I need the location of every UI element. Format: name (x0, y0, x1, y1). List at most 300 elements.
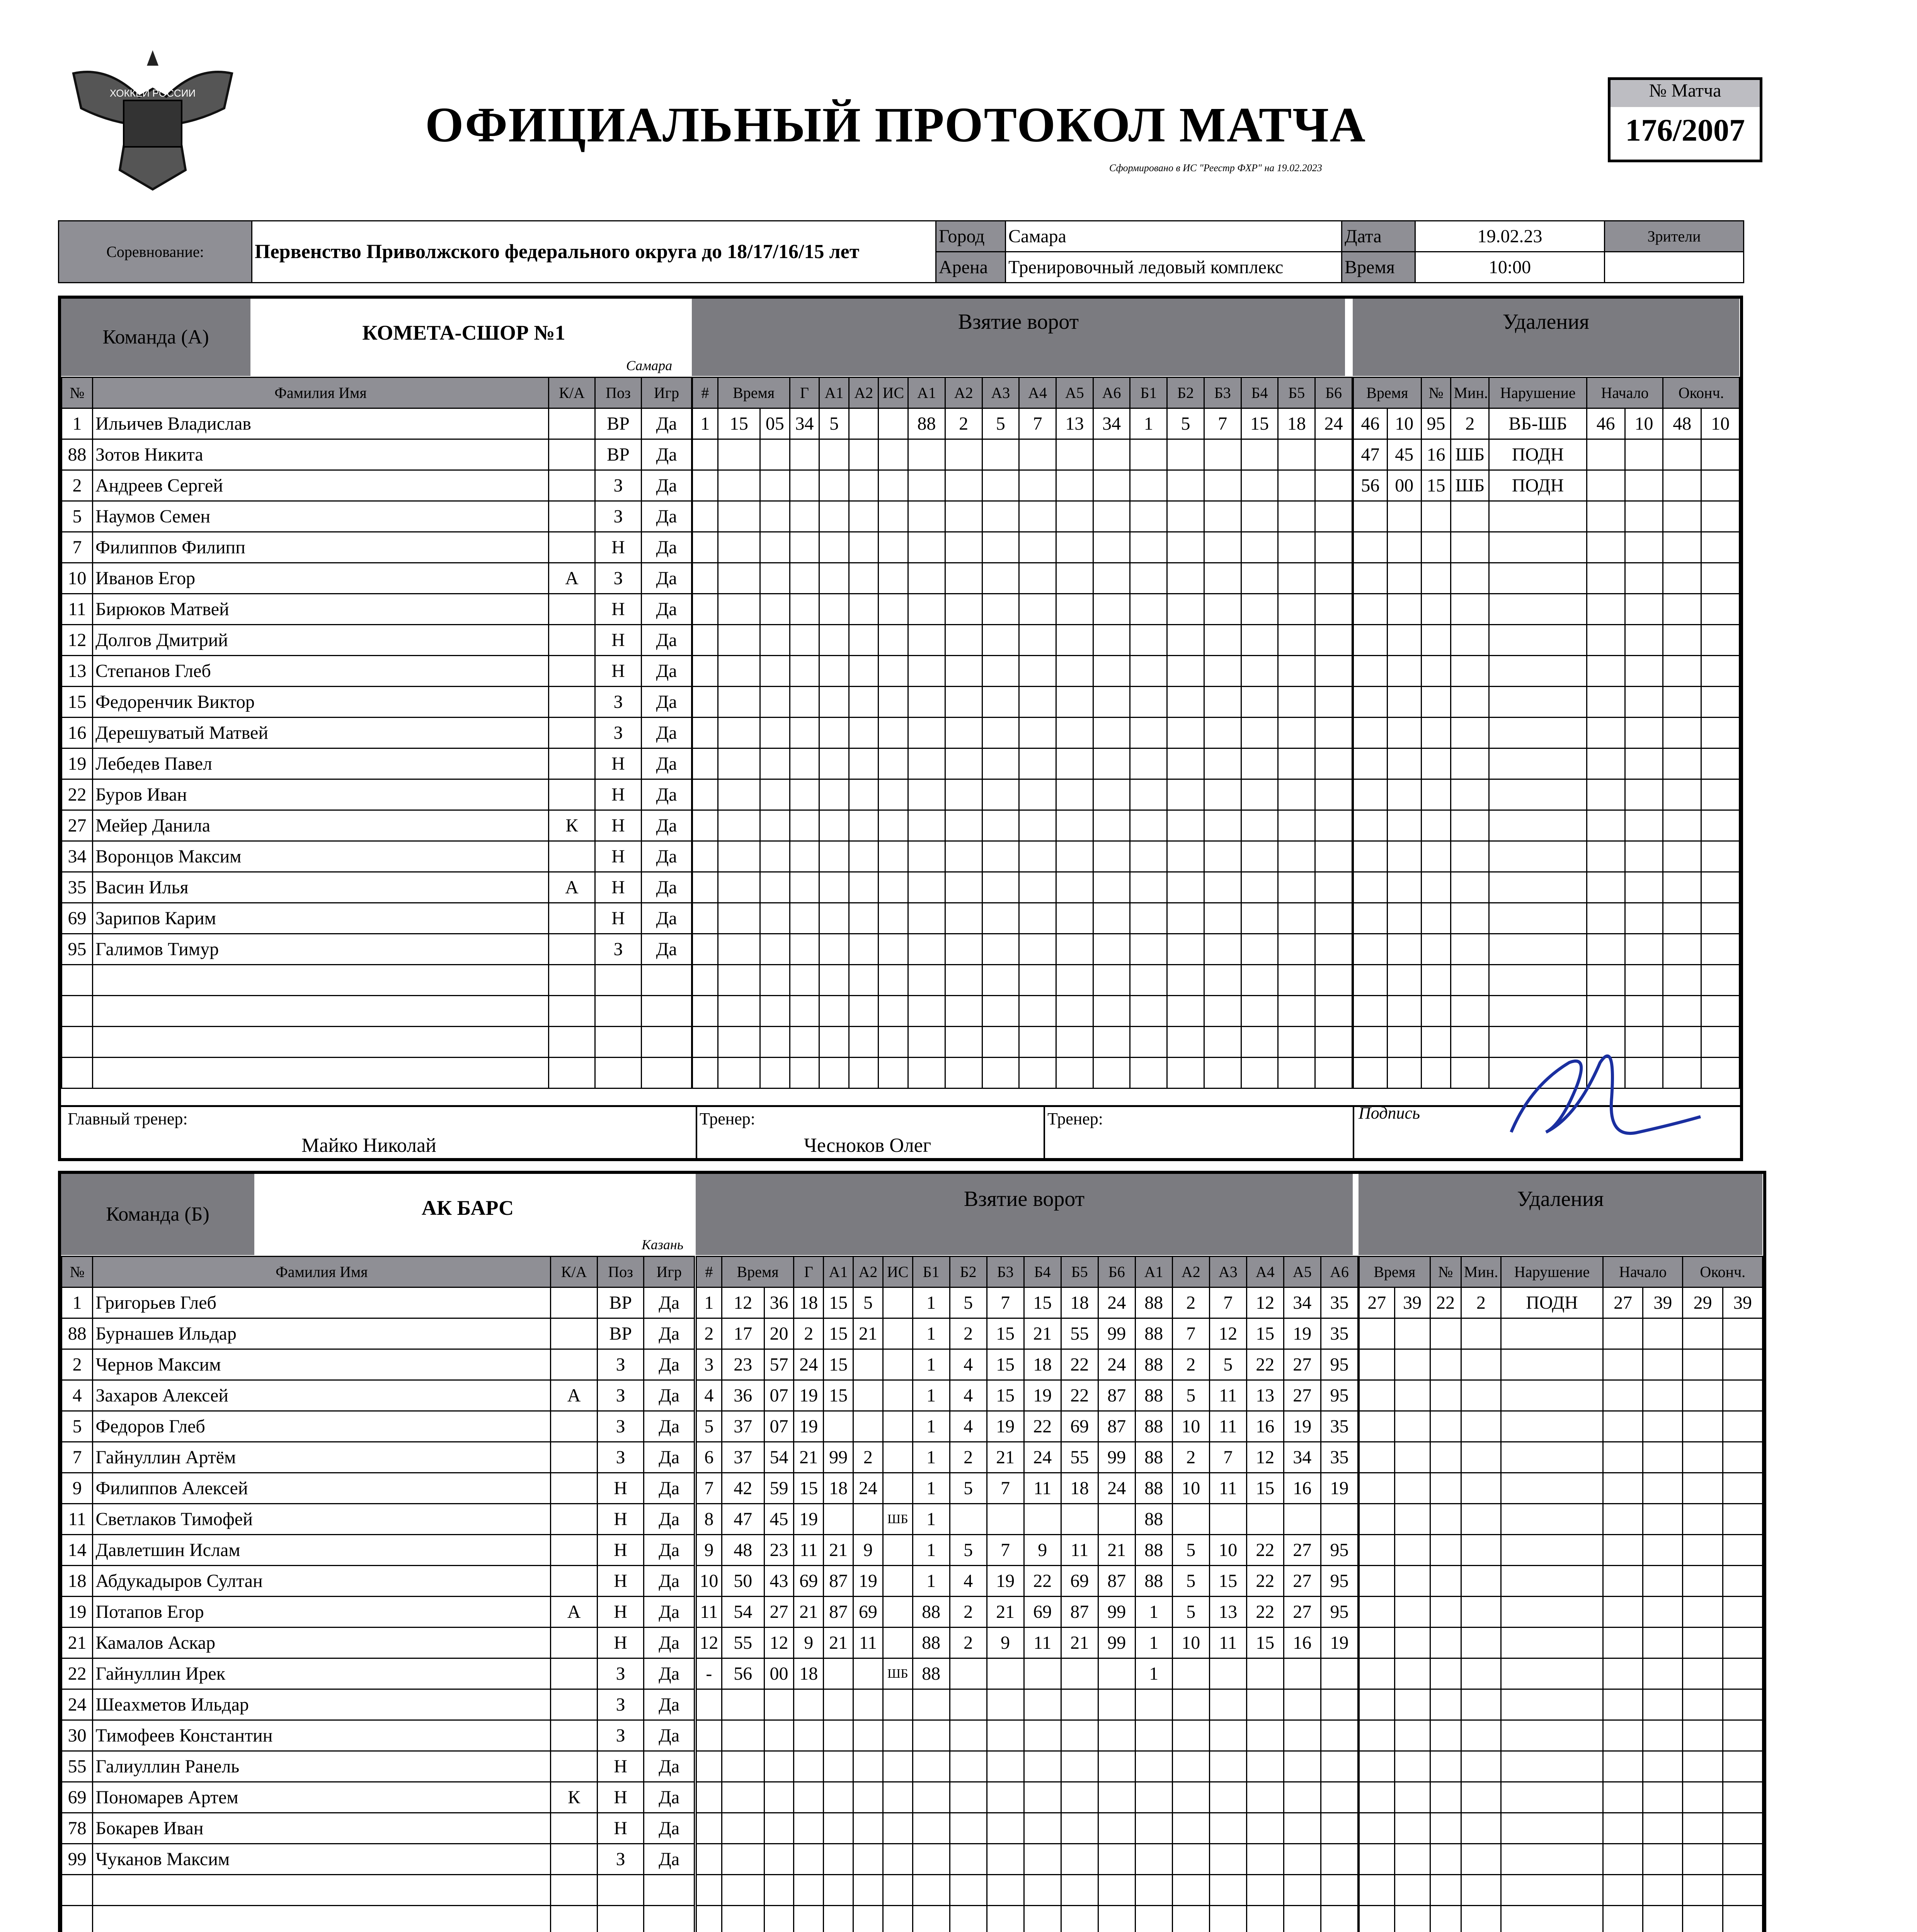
roster-row (62, 532, 692, 563)
goal-time-min (718, 965, 760, 996)
goal-row (693, 687, 1352, 718)
roster-row (62, 1875, 695, 1906)
pen-violation (1501, 1720, 1603, 1751)
player-position: ВР (597, 1318, 644, 1349)
goal-scorer: 21 (794, 1442, 824, 1473)
goal-time-min (722, 1813, 764, 1844)
goal-on-ice: 7 (987, 1473, 1024, 1504)
penalty-row (1359, 1411, 1763, 1442)
player-position: З (595, 563, 642, 594)
goal-on-ice: 1 (913, 1349, 950, 1380)
goal-opp-on-ice (1315, 439, 1352, 470)
goal-on-ice (945, 687, 982, 718)
player-name: Степанов Глеб (93, 656, 549, 687)
goal-assist-2 (849, 532, 878, 563)
goal-on-ice (1098, 1875, 1135, 1906)
pen-start-sec (1625, 934, 1663, 965)
goal-assist-2 (849, 1058, 878, 1088)
pen-start-sec (1643, 1380, 1683, 1411)
pen-header-no: № (1430, 1257, 1461, 1287)
goal-row (696, 1287, 1358, 1318)
goal-header-opp-ice: Б2 (1167, 378, 1204, 408)
pen-time-min (1359, 1813, 1395, 1844)
goal-header-on-ice: Б2 (950, 1257, 987, 1287)
player-played: Да (642, 408, 692, 439)
goal-time-min (718, 563, 760, 594)
goal-assist-1 (819, 532, 849, 563)
player-played (644, 1906, 695, 1932)
goal-on-ice (1061, 1813, 1098, 1844)
goal-time-sec (760, 563, 790, 594)
pen-time-min (1353, 1027, 1388, 1058)
pen-end-min (1683, 1504, 1723, 1535)
time-value: 10:00 (1415, 252, 1605, 283)
goal-time-sec (760, 687, 790, 718)
pen-time-min (1359, 1875, 1395, 1906)
goal-on-ice (1024, 1844, 1061, 1875)
pen-player (1421, 594, 1451, 625)
goal-number (693, 841, 718, 872)
pen-time-sec (1394, 1689, 1430, 1720)
pen-end-sec (1723, 1473, 1762, 1504)
goal-opp-on-ice (1172, 1751, 1209, 1782)
goal-on-ice: 4 (950, 1380, 987, 1411)
goal-opp-on-ice (1204, 1027, 1241, 1058)
goal-on-ice: 88 (913, 1597, 950, 1628)
goal-row (696, 1473, 1358, 1504)
goal-on-ice: 18 (1024, 1349, 1061, 1380)
player-name: Камалов Аскар (93, 1628, 551, 1658)
goal-on-ice (1098, 1751, 1135, 1782)
pen-player (1430, 1628, 1461, 1658)
pen-violation (1489, 532, 1587, 563)
player-position: Н (595, 656, 642, 687)
goal-row (696, 1689, 1358, 1720)
goal-on-ice: 88 (913, 1628, 950, 1658)
goal-scorer (790, 872, 819, 903)
goal-number (693, 965, 718, 996)
pen-end-min (1663, 687, 1701, 718)
goal-on-ice: 5 (982, 408, 1019, 439)
goal-on-ice: 4 (950, 1411, 987, 1442)
goal-time-min (718, 903, 760, 934)
roster-row (62, 1287, 695, 1318)
pen-end-sec (1723, 1906, 1762, 1932)
pen-minutes (1451, 594, 1489, 625)
pen-time-min (1359, 1380, 1395, 1411)
player-name: Лебедев Павел (93, 748, 549, 779)
roster-row (62, 1906, 695, 1932)
goal-opp-on-ice (1278, 687, 1315, 718)
goal-on-ice (908, 563, 945, 594)
pen-time-min (1359, 1535, 1395, 1566)
goal-on-ice (908, 532, 945, 563)
goal-opp-on-ice (1204, 1058, 1241, 1088)
goal-on-ice (945, 656, 982, 687)
pen-time-sec: 39 (1394, 1287, 1430, 1318)
pen-start-sec (1625, 872, 1663, 903)
player-position: Н (597, 1782, 644, 1813)
goal-on-ice (908, 903, 945, 934)
pen-start-min (1603, 1380, 1643, 1411)
goal-on-ice (1056, 748, 1093, 779)
goal-assist-2 (849, 748, 878, 779)
goal-on-ice (982, 563, 1019, 594)
player-position: З (597, 1689, 644, 1720)
goal-opp-on-ice (1172, 1658, 1209, 1689)
pen-time-sec (1387, 996, 1421, 1027)
goal-on-ice: 2 (950, 1442, 987, 1473)
goal-opp-on-ice (1315, 996, 1352, 1027)
goal-opp-on-ice: 88 (1135, 1504, 1172, 1535)
pen-time-sec: 45 (1387, 439, 1421, 470)
pen-start-min: 27 (1603, 1287, 1643, 1318)
goal-opp-on-ice (1135, 1875, 1172, 1906)
roster-row (62, 1411, 695, 1442)
player-position: Н (597, 1628, 644, 1658)
goal-assist-2 (849, 872, 878, 903)
goal-opp-on-ice (1241, 439, 1278, 470)
pen-end-sec (1701, 872, 1740, 903)
roster-header-name: Фамилия Имя (93, 1257, 551, 1287)
pen-minutes: ШБ (1451, 470, 1489, 501)
goal-opp-on-ice: 27 (1284, 1349, 1321, 1380)
goal-on-ice: 1 (913, 1318, 950, 1349)
goal-opp-on-ice (1204, 748, 1241, 779)
player-number: 10 (62, 563, 93, 594)
goal-situation (883, 1380, 913, 1411)
goal-time-sec: 20 (764, 1318, 794, 1349)
player-role (551, 1658, 598, 1689)
pen-time-sec (1387, 965, 1421, 996)
goal-header-opp-ice: А5 (1284, 1257, 1321, 1287)
goal-opp-on-ice (1204, 501, 1241, 532)
roster-row (62, 841, 692, 872)
goal-opp-on-ice (1204, 872, 1241, 903)
goal-on-ice (982, 841, 1019, 872)
player-played: Да (644, 1844, 695, 1875)
pen-end-min (1663, 965, 1701, 996)
goal-number (693, 594, 718, 625)
goal-situation (883, 1720, 913, 1751)
goal-header-opp-ice: А4 (1246, 1257, 1284, 1287)
player-role (551, 1442, 598, 1473)
goal-opp-on-ice (1172, 1504, 1209, 1535)
goal-on-ice (1056, 501, 1093, 532)
pen-start-sec (1643, 1844, 1683, 1875)
goal-opp-on-ice (1130, 934, 1167, 965)
goal-situation (883, 1875, 913, 1906)
pen-start-min (1587, 563, 1625, 594)
pen-player (1430, 1442, 1461, 1473)
goal-opp-on-ice (1130, 625, 1167, 656)
goal-situation (883, 1628, 913, 1658)
player-name: Абдукадыров Султан (93, 1566, 551, 1597)
goal-opp-on-ice (1204, 810, 1241, 841)
goal-situation (878, 748, 908, 779)
goal-opp-on-ice (1204, 903, 1241, 934)
goal-number: 3 (696, 1349, 722, 1380)
goal-on-ice (913, 1782, 950, 1813)
roster-row (62, 439, 692, 470)
goal-on-ice (1019, 501, 1056, 532)
pen-violation (1501, 1473, 1603, 1504)
goal-opp-on-ice (1284, 1751, 1321, 1782)
pen-time-min (1359, 1411, 1395, 1442)
goal-opp-on-ice: 7 (1204, 408, 1241, 439)
player-played: Да (644, 1349, 695, 1380)
goal-on-ice (987, 1689, 1024, 1720)
pen-violation (1501, 1535, 1603, 1566)
goal-assist-2 (849, 841, 878, 872)
pen-start-sec (1625, 656, 1663, 687)
pen-time-sec (1394, 1473, 1430, 1504)
goal-time-min (718, 625, 760, 656)
goal-opp-on-ice: 35 (1321, 1442, 1358, 1473)
roster-row (62, 1689, 695, 1720)
goal-time-min: 37 (722, 1411, 764, 1442)
goal-assist-1 (819, 439, 849, 470)
goal-on-ice (982, 625, 1019, 656)
goal-scorer (790, 625, 819, 656)
goal-opp-on-ice (1321, 1720, 1358, 1751)
goal-opp-on-ice (1130, 903, 1167, 934)
goal-assist-2 (849, 779, 878, 810)
goal-on-ice (1061, 1906, 1098, 1932)
pen-time-sec (1394, 1875, 1430, 1906)
goal-opp-on-ice (1315, 718, 1352, 748)
pen-violation (1489, 501, 1587, 532)
goal-opp-on-ice: 7 (1209, 1442, 1246, 1473)
goal-assist-2 (849, 501, 878, 532)
pen-start-min (1603, 1566, 1643, 1597)
player-role (549, 841, 595, 872)
roster-row (62, 810, 692, 841)
goal-assist-1 (819, 1058, 849, 1088)
goal-opp-on-ice (1278, 748, 1315, 779)
pen-violation (1489, 687, 1587, 718)
pen-end-min (1663, 625, 1701, 656)
player-number: 69 (62, 1782, 93, 1813)
goal-opp-on-ice (1167, 996, 1204, 1027)
pen-violation (1501, 1844, 1603, 1875)
pen-player (1421, 748, 1451, 779)
goal-on-ice (945, 965, 982, 996)
goal-situation (878, 810, 908, 841)
goal-time-sec (760, 1027, 790, 1058)
goal-situation (883, 1782, 913, 1813)
goal-on-ice: 99 (1098, 1318, 1135, 1349)
goal-assist-2 (849, 656, 878, 687)
goal-assist-1 (819, 501, 849, 532)
goal-number (693, 903, 718, 934)
goal-header-opp-ice: А1 (1135, 1257, 1172, 1287)
player-played: Да (644, 1782, 695, 1813)
roster-header-play: Игр (644, 1257, 695, 1287)
goal-situation (878, 594, 908, 625)
goal-opp-on-ice (1241, 1027, 1278, 1058)
goal-number (693, 532, 718, 563)
goal-opp-on-ice (1167, 965, 1204, 996)
goal-header-on-ice: А3 (982, 378, 1019, 408)
pen-violation (1501, 1566, 1603, 1597)
pen-start-min (1587, 934, 1625, 965)
goal-opp-on-ice (1130, 439, 1167, 470)
goal-number (693, 1027, 718, 1058)
pen-end-min (1683, 1535, 1723, 1566)
goal-opp-on-ice: 88 (1135, 1535, 1172, 1566)
penalty-row (1359, 1349, 1763, 1380)
goal-assist-2 (849, 1027, 878, 1058)
goal-opp-on-ice (1321, 1813, 1358, 1844)
goal-opp-on-ice (1204, 594, 1241, 625)
goal-time-min (718, 687, 760, 718)
goal-scorer (790, 841, 819, 872)
player-name: Григорьев Глеб (93, 1287, 551, 1318)
goal-time-sec (760, 965, 790, 996)
pen-player (1430, 1504, 1461, 1535)
goal-scorer (790, 594, 819, 625)
goal-time-min (718, 872, 760, 903)
goal-time-min: 55 (722, 1628, 764, 1658)
team-b-name: АК БАРС (421, 1196, 514, 1219)
pen-end-min (1663, 996, 1701, 1027)
goal-assist-2: 69 (853, 1597, 883, 1628)
pen-start-min (1587, 965, 1625, 996)
goal-opp-on-ice (1278, 563, 1315, 594)
pen-minutes (1461, 1875, 1501, 1906)
goal-assist-2 (849, 810, 878, 841)
goal-opp-on-ice: 15 (1246, 1473, 1284, 1504)
goal-on-ice (1019, 996, 1056, 1027)
goal-assist-1: 5 (819, 408, 849, 439)
goal-on-ice (1056, 563, 1093, 594)
goal-opp-on-ice (1204, 656, 1241, 687)
goal-time-sec: 45 (764, 1504, 794, 1535)
player-role (549, 965, 595, 996)
goal-time-sec: 23 (764, 1535, 794, 1566)
penalty-row (1359, 1658, 1763, 1689)
goal-assist-2 (853, 1906, 883, 1932)
player-name: Федоров Глеб (93, 1411, 551, 1442)
goal-situation (883, 1349, 913, 1380)
player-number: 88 (62, 1318, 93, 1349)
pen-end-min (1663, 748, 1701, 779)
pen-time-sec (1394, 1380, 1430, 1411)
pen-player (1430, 1813, 1461, 1844)
goal-assist-2: 2 (853, 1442, 883, 1473)
city-value: Самара (1006, 221, 1342, 252)
player-position (597, 1906, 644, 1932)
goal-number (693, 563, 718, 594)
goal-on-ice (982, 594, 1019, 625)
goal-number (696, 1751, 722, 1782)
goal-scorer: 15 (794, 1473, 824, 1504)
player-position: Н (597, 1473, 644, 1504)
goal-on-ice: 87 (1098, 1566, 1135, 1597)
goal-opp-on-ice: 95 (1321, 1535, 1358, 1566)
goal-assist-1 (824, 1875, 853, 1906)
goal-on-ice (1098, 1782, 1135, 1813)
goal-number (693, 1058, 718, 1088)
goal-opp-on-ice (1167, 934, 1204, 965)
player-number: 95 (62, 934, 93, 965)
goal-opp-on-ice (1167, 748, 1204, 779)
goal-opp-on-ice (1241, 748, 1278, 779)
pen-start-min (1603, 1349, 1643, 1380)
roster-row (62, 408, 692, 439)
penalty-row (1359, 1473, 1763, 1504)
goal-situation (878, 563, 908, 594)
player-name: Воронцов Максим (93, 841, 549, 872)
goal-header-a2: А2 (849, 378, 878, 408)
player-role (551, 1906, 598, 1932)
player-number: 22 (62, 779, 93, 810)
goal-assist-2 (849, 439, 878, 470)
pen-end-sec (1723, 1844, 1762, 1875)
goal-opp-on-ice (1135, 1689, 1172, 1720)
goal-on-ice (1056, 872, 1093, 903)
pen-start-sec (1643, 1689, 1683, 1720)
goal-opp-on-ice (1204, 687, 1241, 718)
goal-scorer (790, 748, 819, 779)
goal-opp-on-ice: 2 (1172, 1442, 1209, 1473)
player-played (642, 996, 692, 1027)
pen-player (1421, 656, 1451, 687)
goal-opp-on-ice (1204, 718, 1241, 748)
goal-opp-on-ice (1167, 872, 1204, 903)
roster-row (62, 1844, 695, 1875)
goal-time-min (718, 1058, 760, 1088)
goal-number (693, 687, 718, 718)
pen-start-min (1603, 1844, 1643, 1875)
goal-scorer (790, 1058, 819, 1088)
roster-header-ka: К/А (549, 378, 595, 408)
goal-on-ice (982, 718, 1019, 748)
goal-opp-on-ice (1130, 470, 1167, 501)
goal-on-ice: 21 (1024, 1318, 1061, 1349)
goal-scorer (790, 934, 819, 965)
goal-opp-on-ice: 13 (1246, 1380, 1284, 1411)
goal-time-sec: 12 (764, 1628, 794, 1658)
pen-time-sec (1387, 532, 1421, 563)
goal-opp-on-ice: 88 (1135, 1442, 1172, 1473)
goal-opp-on-ice (1204, 965, 1241, 996)
goal-time-sec: 57 (764, 1349, 794, 1380)
goal-on-ice (908, 1027, 945, 1058)
pen-player: 95 (1421, 408, 1451, 439)
goal-on-ice (1024, 1504, 1061, 1535)
goal-time-sec: 05 (760, 408, 790, 439)
pen-player (1430, 1782, 1461, 1813)
player-position: З (595, 718, 642, 748)
goal-opp-on-ice (1167, 594, 1204, 625)
goal-opp-on-ice: 5 (1172, 1566, 1209, 1597)
goal-opp-on-ice (1241, 563, 1278, 594)
player-position: Н (595, 594, 642, 625)
pen-end-min (1663, 841, 1701, 872)
goal-on-ice (1024, 1782, 1061, 1813)
pen-time-min (1359, 1844, 1395, 1875)
pen-time-sec (1394, 1349, 1430, 1380)
pen-player (1421, 903, 1451, 934)
player-position: Н (597, 1751, 644, 1782)
pen-time-sec (1387, 625, 1421, 656)
goal-on-ice (1098, 1720, 1135, 1751)
goal-on-ice: 24 (1024, 1442, 1061, 1473)
goal-on-ice (1024, 1813, 1061, 1844)
goal-opp-on-ice: 12 (1246, 1287, 1284, 1318)
